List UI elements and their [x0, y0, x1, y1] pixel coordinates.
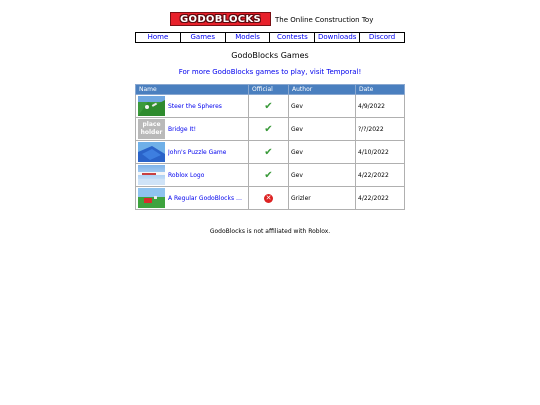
games-table [135, 84, 405, 210]
col-official: Official [249, 85, 289, 95]
author-cell: Gev [289, 118, 356, 141]
game-link[interactable]: Roblox Logo [168, 171, 205, 179]
game-link[interactable]: Steer the Spheres [168, 102, 222, 110]
nav-games[interactable]: Games [181, 33, 226, 42]
date-cell: 4/10/2022 [356, 141, 405, 164]
game-thumbnail[interactable] [138, 142, 165, 162]
nav-models[interactable]: Models [226, 33, 271, 42]
table-row [136, 95, 405, 118]
godoblocks-logo[interactable]: GODOBLOCKS [170, 12, 271, 26]
author-cell: Grizler [289, 187, 356, 210]
nav-discord[interactable]: Discord [368, 33, 396, 41]
site-header [170, 10, 373, 28]
author-cell: Gev [289, 95, 356, 118]
name-cell [136, 95, 249, 118]
date-cell: ?/?/2022 [356, 118, 405, 141]
footer-disclaimer: GodoBlocks is not affiliated with Roblox. [209, 228, 331, 235]
site-tagline: The Online Construction Toy [275, 16, 374, 24]
name-cell [136, 187, 249, 210]
table-row [136, 118, 405, 141]
game-link[interactable]: John's Puzzle Game [168, 148, 227, 156]
name-cell [136, 141, 249, 164]
check-icon: ✔ [264, 169, 273, 181]
date-cell: 4/9/2022 [356, 95, 405, 118]
placeholder-label: place holder [140, 121, 163, 136]
page-title: GodoBlocks Games [231, 51, 309, 60]
game-link[interactable]: Bridge It! [168, 125, 196, 133]
table-header-row [136, 85, 405, 95]
official-cell [249, 95, 289, 118]
temporal-link[interactable]: For more GodoBlocks games to play, visit Temporal! [178, 68, 362, 76]
check-icon: ✔ [264, 100, 273, 112]
nav-contests[interactable]: Contests [270, 33, 315, 42]
table-row [136, 187, 405, 210]
cross-icon: ✕ [265, 193, 272, 202]
date-cell: 4/22/2022 [356, 164, 405, 187]
name-cell [136, 118, 249, 141]
name-cell [136, 164, 249, 187]
author-cell: Gev [289, 164, 356, 187]
game-thumbnail[interactable] [138, 96, 165, 116]
official-cell [249, 141, 289, 164]
game-thumbnail[interactable] [138, 165, 165, 185]
check-icon: ✔ [264, 123, 273, 135]
date-cell: 4/22/2022 [356, 187, 405, 210]
nav-home[interactable]: Home [136, 33, 181, 42]
col-date: Date [356, 85, 405, 95]
nav-downloads[interactable]: Downloads [315, 33, 360, 42]
author-cell: Gev [289, 141, 356, 164]
col-name: Name [136, 85, 249, 95]
game-link[interactable]: A Regular GodoBlocks H... [168, 194, 246, 202]
official-cell [249, 164, 289, 187]
official-cell [249, 187, 289, 210]
table-row [136, 141, 405, 164]
official-cell [249, 118, 289, 141]
main-nav [135, 32, 405, 43]
game-thumbnail[interactable] [138, 119, 165, 139]
game-thumbnail[interactable] [138, 188, 165, 208]
col-author: Author [289, 85, 356, 95]
check-icon: ✔ [264, 146, 273, 158]
table-row [136, 164, 405, 187]
